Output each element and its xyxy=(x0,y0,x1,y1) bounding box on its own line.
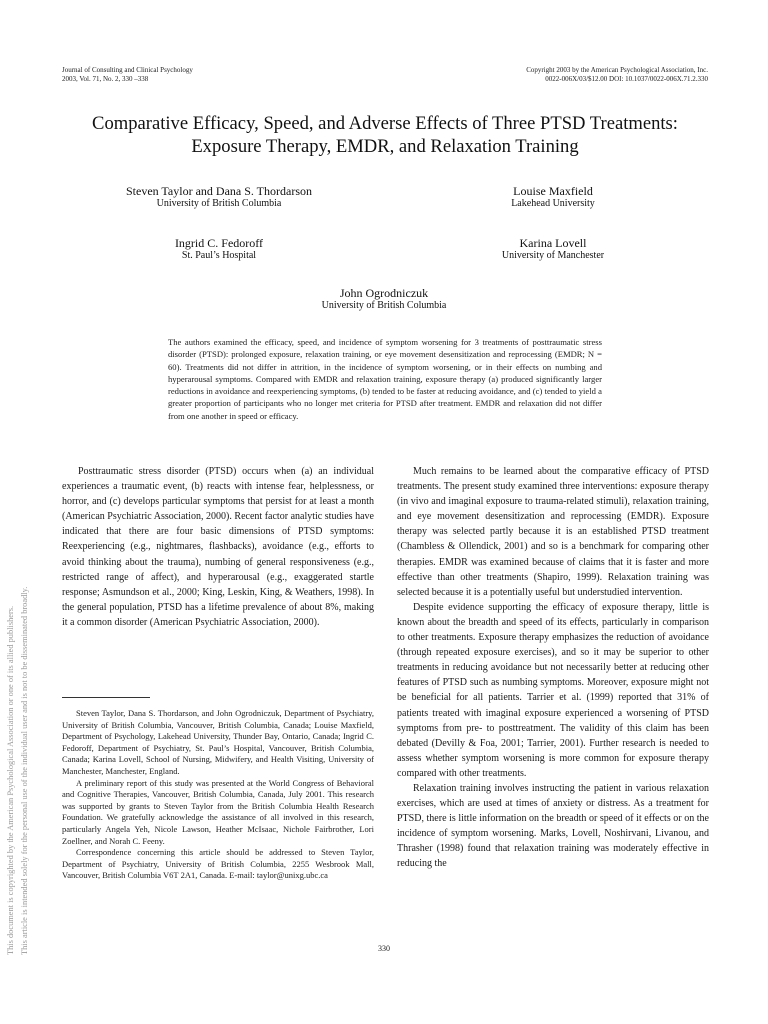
footnote-rule xyxy=(62,697,150,698)
author-affiliation: Lakehead University xyxy=(511,198,595,209)
journal-volume: 2003, Vol. 71, No. 2, 330 –338 xyxy=(62,74,149,83)
author-affiliation: University of British Columbia xyxy=(321,300,447,311)
journal-name: Journal of Consulting and Clinical Psychology xyxy=(62,66,193,74)
author-block-taylor xyxy=(94,184,344,210)
author-affiliation: St. Paul’s Hospital xyxy=(181,250,257,261)
author-name: Louise Maxfield xyxy=(513,184,593,198)
body-column-right xyxy=(397,464,709,872)
author-name: Ingrid C. Fedoroff xyxy=(174,236,264,250)
page-number: 330 xyxy=(378,944,390,953)
copyright-line: Copyright 2003 by the American Psychological Association, Inc. xyxy=(526,66,708,74)
body-column-left xyxy=(62,464,374,630)
author-name: Steven Taylor and Dana S. Thordarson xyxy=(125,184,312,198)
body-paragraph: Posttraumatic stress disorder (PTSD) occurs when (a) an individual experiences a traumatic event, (b) reacts with intense fear, helplessness, or horror, and (c) develops particular symptoms that persist for at least a month (American Psychiatric Association, 2000). Recent factor analytic studies have indicated that there are four basic dimensions of PTSD symptoms: Reexperiencing (e.g., nightmares, flashbacks), avoidance (e.g., efforts to avoid thinking about the trauma), numbing of general responsiveness (e.g., restricted range of affect), and hyperarousal (e.g., exaggerated startle response; Asmundson et al., 2000; King, Leskin, King, & Weathers, 1998). In the general population, PTSD has a lifetime prevalence of about 8%, making it a common disorder (American Psychiatric Association, 2000). xyxy=(62,466,374,628)
abstract: The authors examined the efficacy, speed, and incidence of symptom worsening for 3 treatments of posttraumatic stress disorder (PTSD): prolonged exposure, relaxation training, or eye movement desensitization and reprocessing (EMDR; N = 60). Treatments did not differ in attrition, in the incidence of symptom worsening, or in their effects on numbing and hyperarousal symptoms. Compared with EMDR and relaxation training, exposure therapy (a) produced significantly larger reductions in avoidance and reexperiencing symptoms, (b) tended to be faster at reducing avoidance, and (c) tended to yield a greater proportion of participants who no longer met criteria for PTSD after treatment. EMDR and relaxation did not differ from one another in speed or efficacy. xyxy=(168,337,602,421)
author-block-ogrodniczuk xyxy=(270,286,498,312)
author-name: John Ogrodniczuk xyxy=(339,286,429,300)
author-block-maxfield xyxy=(440,184,666,210)
doi-line: 0022-006X/03/$12.00 DOI: 10.1037/0022-006X.71.2.330 xyxy=(545,74,708,83)
side-usage-notice: This article is intended solely for the personal use of the individual user and is not to be disseminated broadly. xyxy=(20,586,29,955)
side-copyright-notice: This document is copyrighted by the American Psychological Association or one of its allied publishers. xyxy=(6,605,15,955)
footnotes xyxy=(62,708,374,882)
journal-info xyxy=(62,66,322,83)
footnote-correspondence: Correspondence concerning this article should be addressed to Steven Taylor, Department of Psychiatry, University of British Columbia, 2255 Wesbrook Mall, Vancouver, British Columbia V6T 2A1, Canada. E-mail: taylor@unixg.ubc.ca xyxy=(62,847,374,881)
body-paragraph: Relaxation training involves instructing the patient in various relaxation exercises, which are used at times of anxiety or distress. As a treatment for PTSD, there is little information on the breadth or speed of it effects or on the incidence of symptom worsening. Marks, Lovell, Noshirvani, Livanou, and Thrasher (1998) found that relaxation training was moderately effective in reducing the xyxy=(397,782,709,870)
author-block-fedoroff xyxy=(124,236,314,262)
author-block-lovell xyxy=(440,236,666,262)
author-name: Karina Lovell xyxy=(519,236,587,250)
footnote-affiliations: Steven Taylor, Dana S. Thordarson, and John Ogrodniczuk, Department of Psychiatry, University of British Columbia, Vancouver, British Columbia, Canada; Louise Maxfield, Department of Psychology, Lakehead University, Thunder Bay, Ontario, Canada; Ingrid C. Fedoroff, Department of Psychiatry, St. Paul’s Hospital, Vancouver, British Columbia, Canada; Karina Lovell, School of Nursing, Midwifery, and Health Visiting, University of Manchester, Manchester, England. xyxy=(62,708,374,776)
body-paragraph: Much remains to be learned about the comparative efficacy of PTSD treatments. The present study examined three interventions: exposure therapy (in vivo and imaginal exposure to trauma-related stimuli), relaxation training, and eye movement desensitization and reprocessing (EMDR). Exposure therapy was selected partly because it is an established PTSD treatment (Chambless & Ollendick, 2001) and so is a benchmark for comparing other therapies. EMDR was examined because of claims that it is faster and more effective than other treatments (Shapiro, 1999). Relaxation training was selected because it is a potentially useful but understudied intervention. xyxy=(397,466,709,598)
article-title: Comparative Efficacy, Speed, and Adverse Effects of Three PTSD Treatments: Exposure Therapy, EMDR, and Relaxation Training xyxy=(92,113,678,157)
author-affiliation: University of Manchester xyxy=(501,250,605,261)
body-paragraph: Despite evidence supporting the efficacy of exposure therapy, little is known about the breadth and speed of its effects, particularly in comparison to other treatments. Exposure therapy emphasizes the reduction of avoidance (through repeated exposure exercises), and so it may be superior to other treatments in reducing avoidance but not necessarily better at reducing other features of PTSD such as numbing symptoms. Moreover, exposure might not be beneficial for all patients. Tarrier et al. (1999) reported that 31% of patients treated with imaginal exposure experienced a worsening of PTSD symptoms from pre- to posttreatment. The validity of this claim has been debated (Devilly & Foa, 2001; Tarrier, 2001). Further research is needed to assess whether symptom worsening is more common for exposure therapy compared with other treatments. xyxy=(397,601,709,779)
copyright-info xyxy=(470,66,708,83)
author-affiliation: University of British Columbia xyxy=(156,198,282,209)
footnote-acknowledgments: A preliminary report of this study was presented at the World Congress of Behavioral and Cognitive Therapies, Vancouver, British Columbia, Canada, July 2001. This research was supported by grants to Steven Taylor from the British Columbia Health Research Foundation. We gratefully acknowledge the assistance of all involved in this research, particularly Angela Yeh, Nicole Lawson, Heather McIsaac, Nichole Fairbrother, Lori Zoellner, and Norah C. Feeny. xyxy=(62,777,374,846)
